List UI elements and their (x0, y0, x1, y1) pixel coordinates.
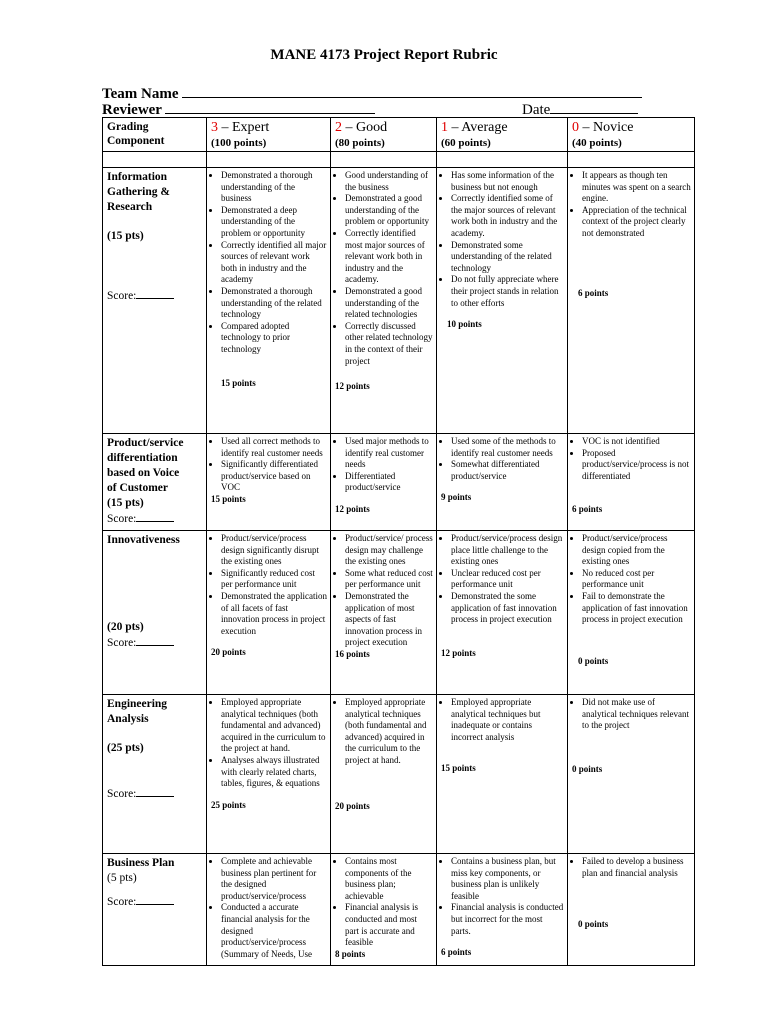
level-points: (40 points) (572, 137, 622, 149)
level-points: 6 points (572, 504, 603, 515)
criterion: • Did not make use of analytical techniques relevant to the project (582, 697, 691, 732)
level-points: 15 points (221, 377, 256, 388)
novice-cell (568, 854, 695, 966)
criterion: • Used all correct methods to identify real customer needs (221, 436, 327, 459)
component-name: based on Voice (107, 467, 180, 479)
row-engineering-analysis (103, 695, 695, 854)
level-points: 9 points (441, 492, 472, 503)
criterion: • Correctly discussed other related technology in the context of their project (345, 321, 433, 367)
component-cell (103, 531, 207, 695)
header-component-line: Component (107, 135, 165, 147)
average-cell (437, 434, 568, 531)
expert-cell (207, 854, 331, 966)
component-cell (103, 854, 207, 966)
row-information-gathering (103, 168, 695, 434)
level-number: 2 (335, 120, 342, 135)
component-name: Innovativeness (107, 534, 180, 546)
criterion: • Demonstrated a deep understanding of the problem or opportunity (221, 205, 327, 240)
criterion: • Has some information of the business but not enough (451, 170, 564, 193)
average-cell (437, 695, 568, 854)
good-cell (331, 168, 437, 434)
criterion: • Demonstrated a good understanding of the problem or opportunity (345, 193, 433, 228)
row-product-differentiation (103, 434, 695, 531)
level-points: 12 points (335, 503, 370, 514)
good-cell (331, 531, 437, 695)
criterion: • Differentiated product/service (345, 471, 433, 494)
component-name: Information (107, 171, 168, 183)
novice-cell (568, 434, 695, 531)
good-cell (331, 854, 437, 966)
level-points: 0 points (578, 655, 609, 666)
criterion: • Demonstrated some understanding of the related technology (451, 240, 564, 275)
score-field[interactable]: Score: (107, 511, 203, 527)
criterion: • Financial analysis is conducted and most part is accurate and feasible (345, 902, 433, 948)
component-name: Business Plan (107, 857, 175, 869)
criterion: • Unclear reduced cost per performance unit (451, 568, 564, 591)
criterion: • Good understanding of the business (345, 170, 433, 193)
novice-cell (568, 695, 695, 854)
reviewer-field[interactable] (165, 100, 375, 114)
component-name: Analysis (107, 713, 149, 725)
level-points: 12 points (335, 381, 370, 392)
document-title: MANE 4173 Project Report Rubric (270, 47, 498, 63)
component-weight: (25 pts) (107, 742, 144, 754)
level-points: (60 points) (441, 137, 491, 149)
score-field[interactable]: Score: (107, 635, 203, 651)
level-points: 6 points (441, 947, 472, 958)
score-field[interactable]: Score: (107, 786, 203, 802)
component-name: Research (107, 201, 153, 213)
expert-cell (207, 168, 331, 434)
level-number: 1 (441, 120, 448, 135)
average-cell (437, 531, 568, 695)
level-points: 20 points (211, 647, 246, 658)
score-field[interactable]: Score: (107, 894, 203, 910)
team-name-label: Team Name (102, 86, 179, 102)
criterion: • Demonstrated a thorough understanding of the business (221, 170, 327, 205)
criterion: • Demonstrated a good understanding of the related technologies (345, 286, 433, 321)
reviewer-label: Reviewer (102, 102, 162, 118)
criterion: • Employed appropriate analytical techniques (both fundamental and advanced) acquired in the curriculum to the project at hand. (221, 697, 327, 755)
criterion: • Demonstrated the application of most aspects of fast innovation process in project execution (345, 591, 433, 649)
criterion: • Correctly identified most major sources of relevant work both in industry and the academy. (345, 228, 433, 286)
criterion: • It appears as though ten minutes was spent on a search engine. (582, 170, 691, 205)
level-points: 10 points (447, 319, 482, 330)
level-points: 15 points (211, 493, 246, 504)
header-novice (568, 118, 695, 152)
header-expert (207, 118, 331, 152)
expert-cell (207, 695, 331, 854)
criterion: • Correctly identified all major sources of relevant work both in industry and the academy (221, 240, 327, 286)
level-points: 0 points (572, 763, 603, 774)
criterion: • Significantly differentiated product/service based on VOC (221, 459, 327, 494)
header-component-line: Grading (107, 121, 149, 133)
level-points: 6 points (578, 287, 609, 298)
criterion: • Product/service/process design significantly disrupt the existing ones (221, 533, 327, 568)
criterion: • Product/service/process design place little challenge to the existing ones (451, 533, 564, 568)
component-weight: (15 pts) (107, 230, 144, 242)
criterion: • Used some of the methods to identify real customer needs (451, 436, 564, 459)
criterion: • Product/service/ process design may challenge the existing ones (345, 533, 433, 568)
header-row (103, 118, 695, 152)
level-points: 8 points (335, 948, 366, 959)
team-name-field[interactable] (182, 84, 642, 98)
novice-cell (568, 168, 695, 434)
good-cell (331, 434, 437, 531)
criterion: • Employed appropriate analytical techniques but inadequate or contains incorrect analysis (451, 697, 564, 743)
score-field[interactable]: Score: (107, 288, 203, 304)
level-points: 25 points (211, 799, 246, 810)
criterion: • Do not fully appreciate where their project stands in relation to other efforts (451, 274, 564, 309)
criterion: • Contains most components of the business plan; achievable (345, 856, 433, 902)
header-grading-component (103, 118, 207, 152)
criterion: • VOC is not identified (582, 436, 691, 448)
criterion: • Demonstrated a thorough understanding of the related technology (221, 286, 327, 321)
criterion: • Somewhat differentiated product/service (451, 459, 564, 482)
expert-cell (207, 531, 331, 695)
header-good (331, 118, 437, 152)
criterion: • Conducted a accurate financial analysis for the designed product/service/process (Summary of Needs, Use (221, 902, 327, 960)
criterion: • Proposed product/service/process is not differentiated (582, 448, 691, 483)
component-cell (103, 695, 207, 854)
level-points: (80 points) (335, 137, 385, 149)
criterion: • Fail to demonstrate the application of fast innovation process in project execution (582, 591, 691, 626)
level-points: (100 points) (211, 137, 267, 149)
component-weight: (15 pts) (107, 497, 144, 509)
component-name: differentiation (107, 452, 178, 464)
criterion: • Used major methods to identify real customer needs (345, 436, 433, 471)
criterion: • Significantly reduced cost per performance unit (221, 568, 327, 591)
row-business-plan (103, 854, 695, 966)
criterion: • Demonstrated the some application of fast innovation process in project execution (451, 591, 564, 626)
criterion: • Employed appropriate analytical techniques (both fundamental and advanced) acquired in the curriculum to the project at hand. (345, 697, 433, 767)
level-points: 12 points (441, 647, 476, 658)
criterion: • Appreciation of the technical context of the project clearly not demonstrated (582, 205, 691, 240)
component-weight: (20 pts) (107, 621, 144, 633)
component-name: of Customer (107, 482, 168, 494)
good-cell (331, 695, 437, 854)
date-field[interactable] (550, 100, 638, 114)
criterion: • Correctly identified some of the major sources of relevant work both in industry and the academy. (451, 193, 564, 239)
level-label: – Good (342, 120, 388, 135)
level-label: – Average (448, 120, 508, 135)
level-number: 3 (211, 120, 218, 135)
average-cell (437, 854, 568, 966)
criterion: • Some what reduced cost per performance unit (345, 568, 433, 591)
spacer-row (103, 152, 695, 168)
expert-cell (207, 434, 331, 531)
criterion: • Product/service/process design copied from the existing ones (582, 533, 691, 568)
criterion: • No reduced cost per performance unit (582, 568, 691, 591)
novice-cell (568, 531, 695, 695)
header-average (437, 118, 568, 152)
component-name: Product/service (107, 437, 184, 449)
level-points: 16 points (335, 648, 370, 659)
criterion: • Compared adopted technology to prior technology (221, 321, 327, 356)
date-line (522, 100, 638, 118)
level-label: – Novice (579, 120, 634, 135)
component-weight: (5 pts) (107, 872, 137, 884)
component-cell (103, 434, 207, 531)
component-cell (103, 168, 207, 434)
level-number: 0 (572, 120, 579, 135)
criterion: • Demonstrated the application of all facets of fast innovation process in project execution (221, 591, 327, 637)
average-cell (437, 168, 568, 434)
row-innovativeness (103, 531, 695, 695)
date-label: Date (522, 102, 551, 118)
reviewer-line (102, 100, 375, 118)
component-name: Engineering (107, 698, 168, 710)
criterion: • Financial analysis is conducted but incorrect for the most parts. (451, 902, 564, 937)
criterion: • Contains a business plan, but miss key components, or business plan is unlikely feasible (451, 856, 564, 902)
level-label: – Expert (218, 120, 270, 135)
rubric-table (102, 117, 695, 966)
level-points: 20 points (335, 800, 370, 811)
component-name: Gathering & (107, 186, 170, 198)
criterion: • Failed to develop a business plan and financial analysis (582, 856, 691, 879)
criterion: • Analyses always illustrated with clearly related charts, tables, figures, & equations (221, 755, 327, 790)
criterion: • Complete and achievable business plan pertinent for the designed product/service/process (221, 856, 327, 902)
level-points: 15 points (441, 763, 476, 774)
level-points: 0 points (578, 919, 609, 930)
